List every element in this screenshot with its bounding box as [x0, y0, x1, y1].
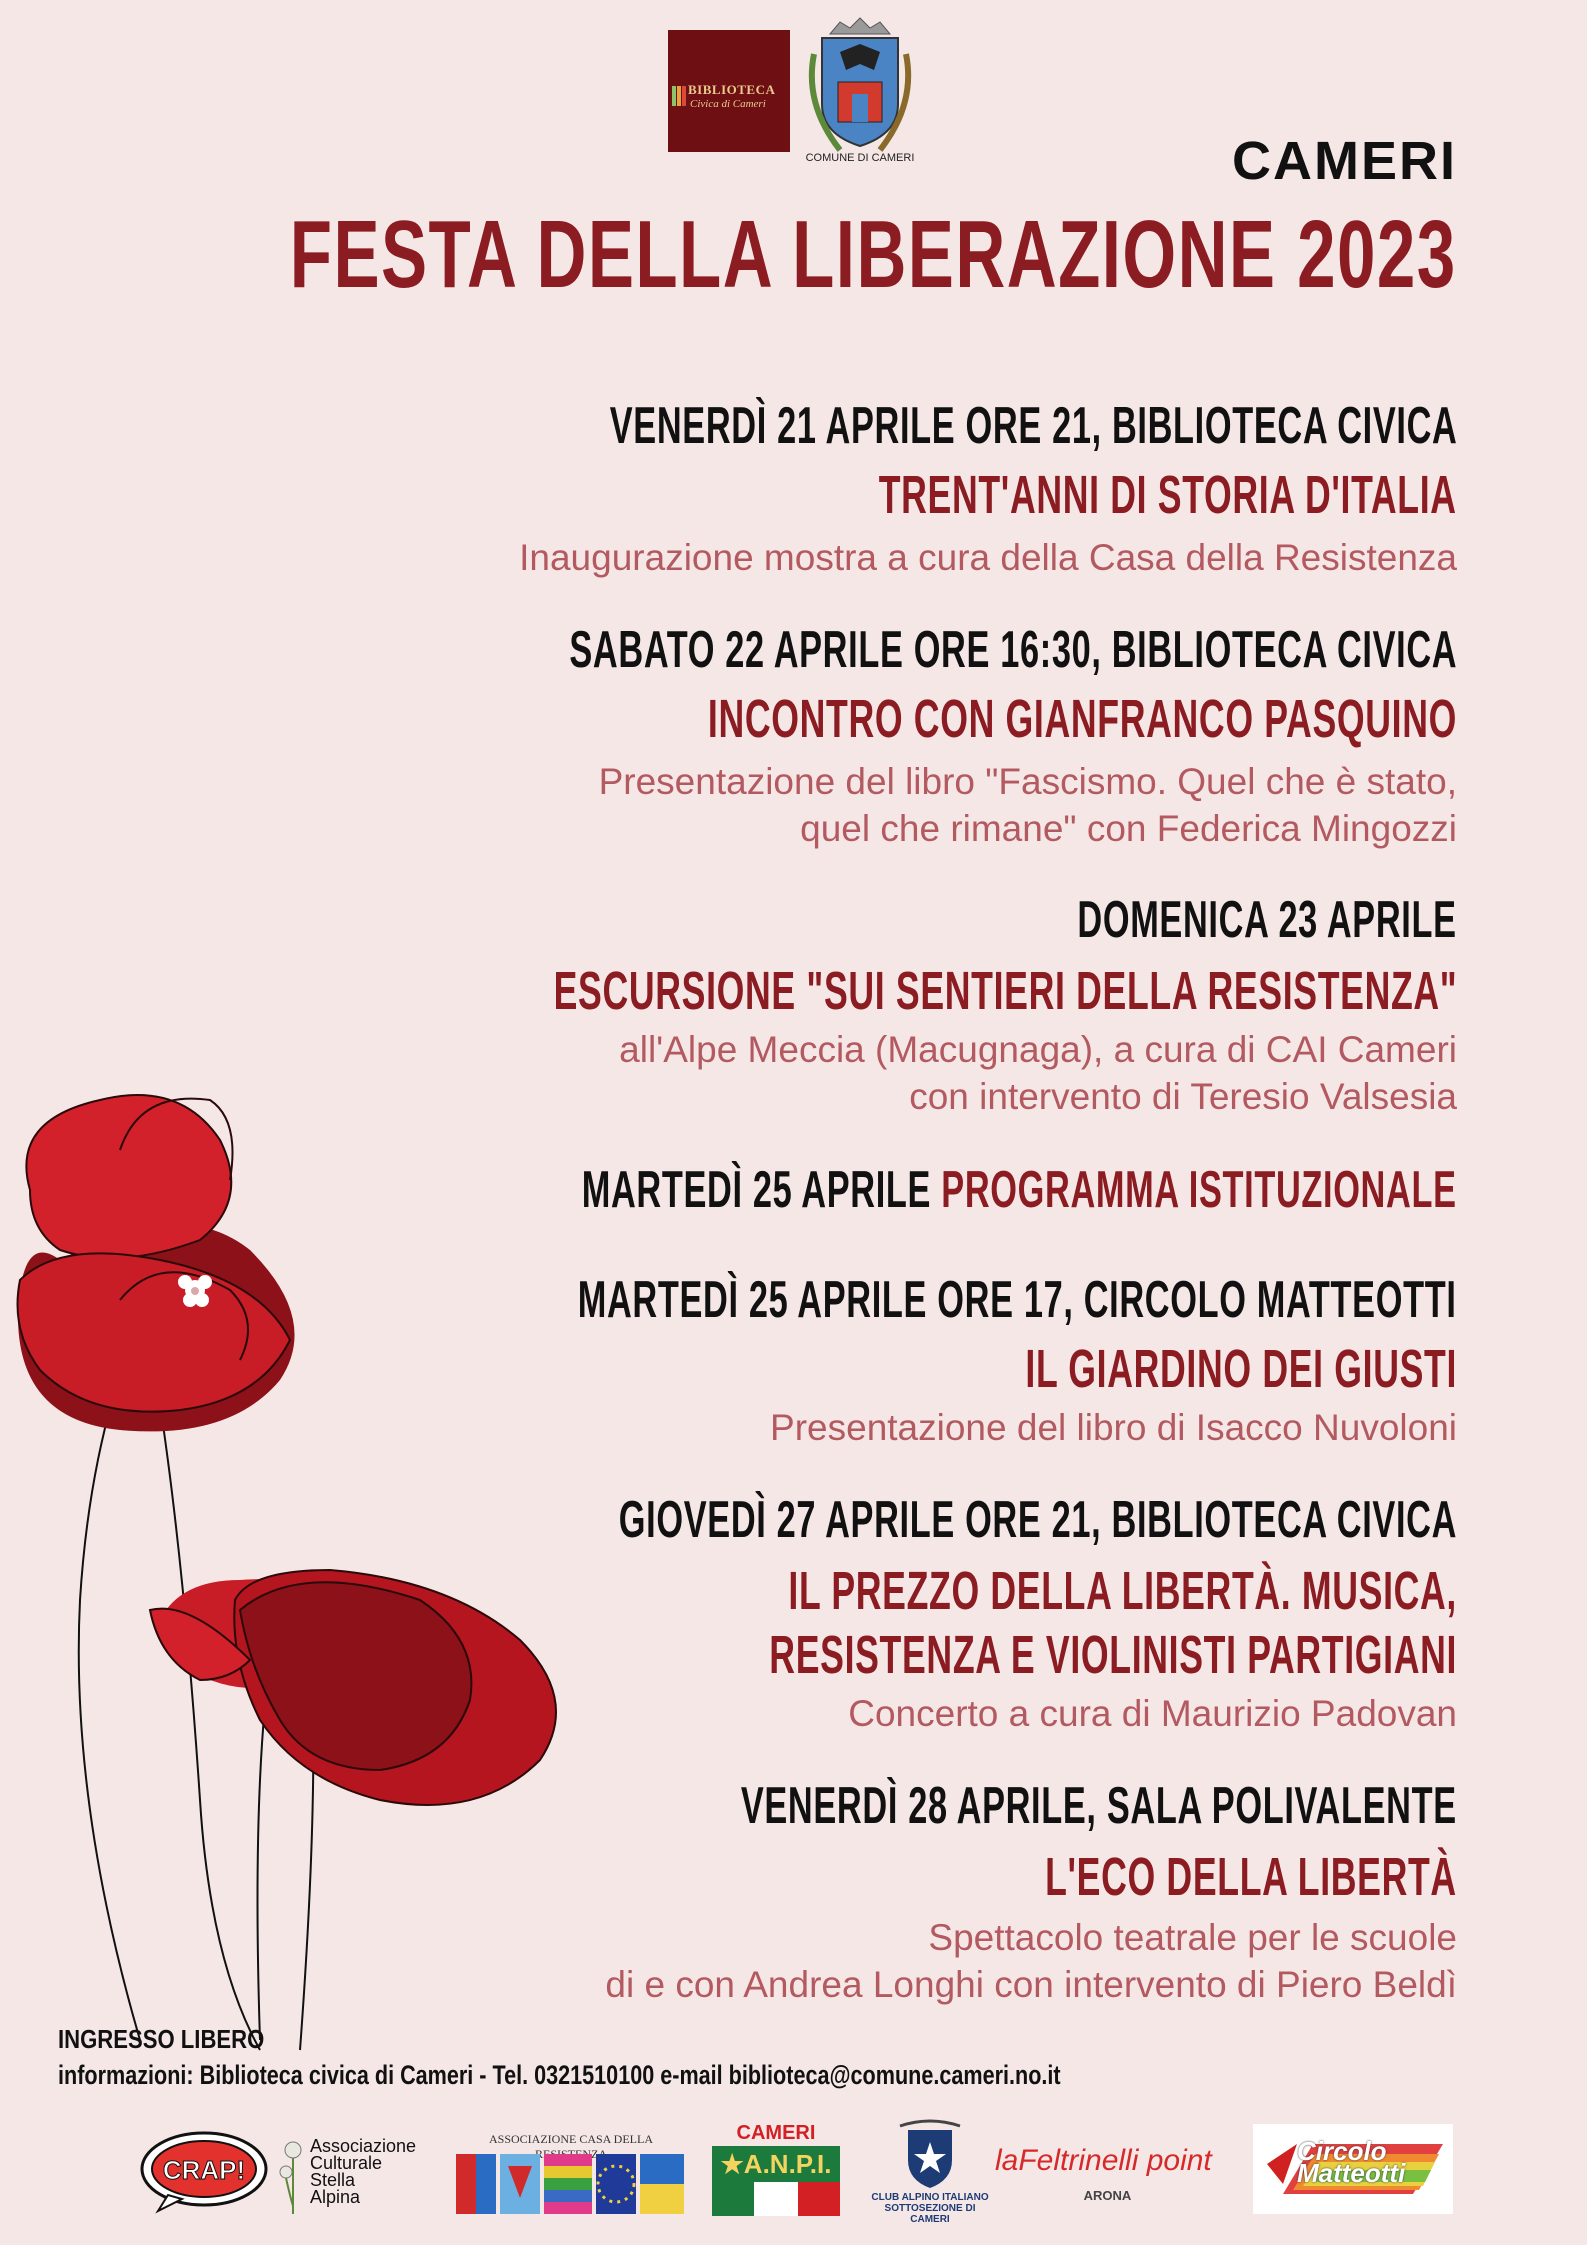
- event-2-description-line: Presentazione del libro "Fascismo. Quel che è stato,: [598, 761, 1457, 802]
- contact-info: informazioni: Biblioteca civica di Cameri - Tel. 0321510100 e-mail biblioteca@comune.cameri.no.it: [58, 2060, 1061, 2090]
- event-6-title-line2: RESISTENZA E VIOLINISTI PARTIGIANI: [769, 1625, 1457, 1685]
- event-4-title: PROGRAMMA ISTITUZIONALE: [941, 1161, 1457, 1219]
- circolo-line: Circolo: [1297, 2136, 1387, 2166]
- event-2-description-line: quel che rimane" con Federica Mingozzi: [800, 808, 1457, 849]
- event-3-description-line: con intervento di Teresio Valsesia: [909, 1076, 1457, 1117]
- feltrinelli-city: ARONA: [1083, 2188, 1132, 2203]
- crap-logo: [138, 2125, 270, 2215]
- edelweiss-icon: [276, 2136, 310, 2216]
- anpi-logo: [708, 2122, 844, 2218]
- event-2-title: INCONTRO CON GIANFRANCO PASQUINO: [707, 689, 1457, 749]
- stella-alpina-line: Stella: [310, 2170, 356, 2190]
- event-2-description: [599, 758, 1457, 852]
- event-6-heading: GIOVEDÌ 27 APRILE ORE 21, BIBLIOTECA CIVICA: [618, 1491, 1457, 1549]
- italian-flag-icon: [712, 2182, 840, 2216]
- event-7-description-line: Spettacolo teatrale per le scuole: [928, 1917, 1457, 1958]
- event-5-description-line: Presentazione del libro di Isacco Nuvoloni: [770, 1407, 1457, 1448]
- stella-alpina-line: Culturale: [310, 2153, 383, 2173]
- event-7-description-line: di e con Andrea Longhi con intervento di Piero Beldì: [605, 1964, 1457, 2005]
- cai-emblem-icon: [870, 2116, 990, 2192]
- event-2-heading: SABATO 22 APRILE ORE 16:30, BIBLIOTECA CIVICA: [569, 621, 1457, 679]
- biblioteca-logo-title: BIBLIOTECA: [688, 82, 776, 97]
- event-3-description: [619, 1026, 1457, 1120]
- event-7-title: L'ECO DELLA LIBERTÀ: [1045, 1847, 1457, 1907]
- event-5-title: IL GIARDINO DEI GIUSTI: [1025, 1339, 1457, 1399]
- stella-alpina-logo: [276, 2130, 436, 2216]
- cai-line: CLUB ALPINO ITALIANO: [871, 2192, 989, 2203]
- event-3-title: ESCURSIONE "SUI SENTIERI DELLA RESISTENZA": [553, 961, 1457, 1021]
- anpi-city: CAMERI: [736, 2122, 816, 2144]
- event-6-title: IL PREZZO DELLA LIBERTÀ. MUSICA,: [788, 1561, 1457, 1621]
- crap-text: CRAP!: [162, 2155, 246, 2185]
- event-1-title: TRENT'ANNI DI STORIA D'ITALIA: [879, 465, 1457, 525]
- cai-text: [870, 2192, 990, 2225]
- anpi-label: ★A.N.P.I.: [712, 2146, 840, 2182]
- biblioteca-logo: [668, 30, 790, 152]
- book-icon: [677, 86, 681, 106]
- event-4-heading: MARTEDÌ 25 APRILE: [582, 1161, 932, 1219]
- free-entry-label: INGRESSO LIBERO: [58, 2024, 265, 2054]
- event-7-description: [605, 1914, 1457, 2008]
- event-5-description: [770, 1404, 1457, 1451]
- page-title: FESTA DELLA LIBERAZIONE 2023: [290, 201, 1457, 308]
- event-4-row: [582, 1160, 1457, 1220]
- book-icon: [682, 86, 686, 106]
- crap-speech-bubble-icon: [138, 2125, 270, 2215]
- circolo-matteotti-text: [1297, 2136, 1406, 2188]
- flags-icon: [452, 2148, 690, 2220]
- stella-alpina-line: Alpina: [310, 2187, 361, 2207]
- event-1-heading: VENERDÌ 21 APRILE ORE 21, BIBLIOTECA CIVICA: [609, 397, 1457, 455]
- event-1-description-line: Inaugurazione mostra a cura della Casa della Resistenza: [519, 537, 1457, 578]
- book-icon: [672, 86, 676, 106]
- event-6-description-line: Concerto a cura di Maurizio Padovan: [848, 1693, 1457, 1734]
- event-1-description: [519, 534, 1457, 581]
- event-5-heading: MARTEDÌ 25 APRILE ORE 17, CIRCOLO MATTEOTTI: [578, 1271, 1457, 1329]
- event-3-heading: DOMENICA 23 APRILE: [1077, 891, 1457, 949]
- circolo-line: Matteotti: [1297, 2158, 1406, 2188]
- feltrinelli-logo: [985, 2140, 1230, 2210]
- coat-of-arms-icon: [800, 14, 920, 164]
- event-7-heading: VENERDÌ 28 APRILE, SALA POLIVALENTE: [741, 1777, 1457, 1835]
- casa-della-resistenza-logo: [452, 2132, 690, 2220]
- poppy-flowers-illustration: [0, 1080, 600, 2060]
- cai-line: SOTTOSEZIONE DI CAMERI: [884, 2203, 976, 2225]
- cai-logo: [870, 2116, 990, 2225]
- city-name: CAMERI: [1232, 131, 1457, 191]
- event-3-description-line: all'Alpe Meccia (Macugnaga), a cura di CAI Cameri: [619, 1029, 1457, 1070]
- coat-of-arms-label: COMUNE DI CAMERI: [805, 152, 915, 164]
- feltrinelli-brand: laFeltrinelli point: [995, 2144, 1212, 2177]
- casa-della-resistenza-label: ASSOCIAZIONE CASA DELLA: [488, 2132, 653, 2146]
- stella-alpina-line: Associazione: [310, 2136, 417, 2156]
- circolo-matteotti-logo: [1253, 2124, 1453, 2214]
- event-6-description: [848, 1690, 1457, 1737]
- stella-alpina-text: [310, 2138, 416, 2206]
- biblioteca-logo-subtitle: Civica di Cameri: [690, 98, 766, 110]
